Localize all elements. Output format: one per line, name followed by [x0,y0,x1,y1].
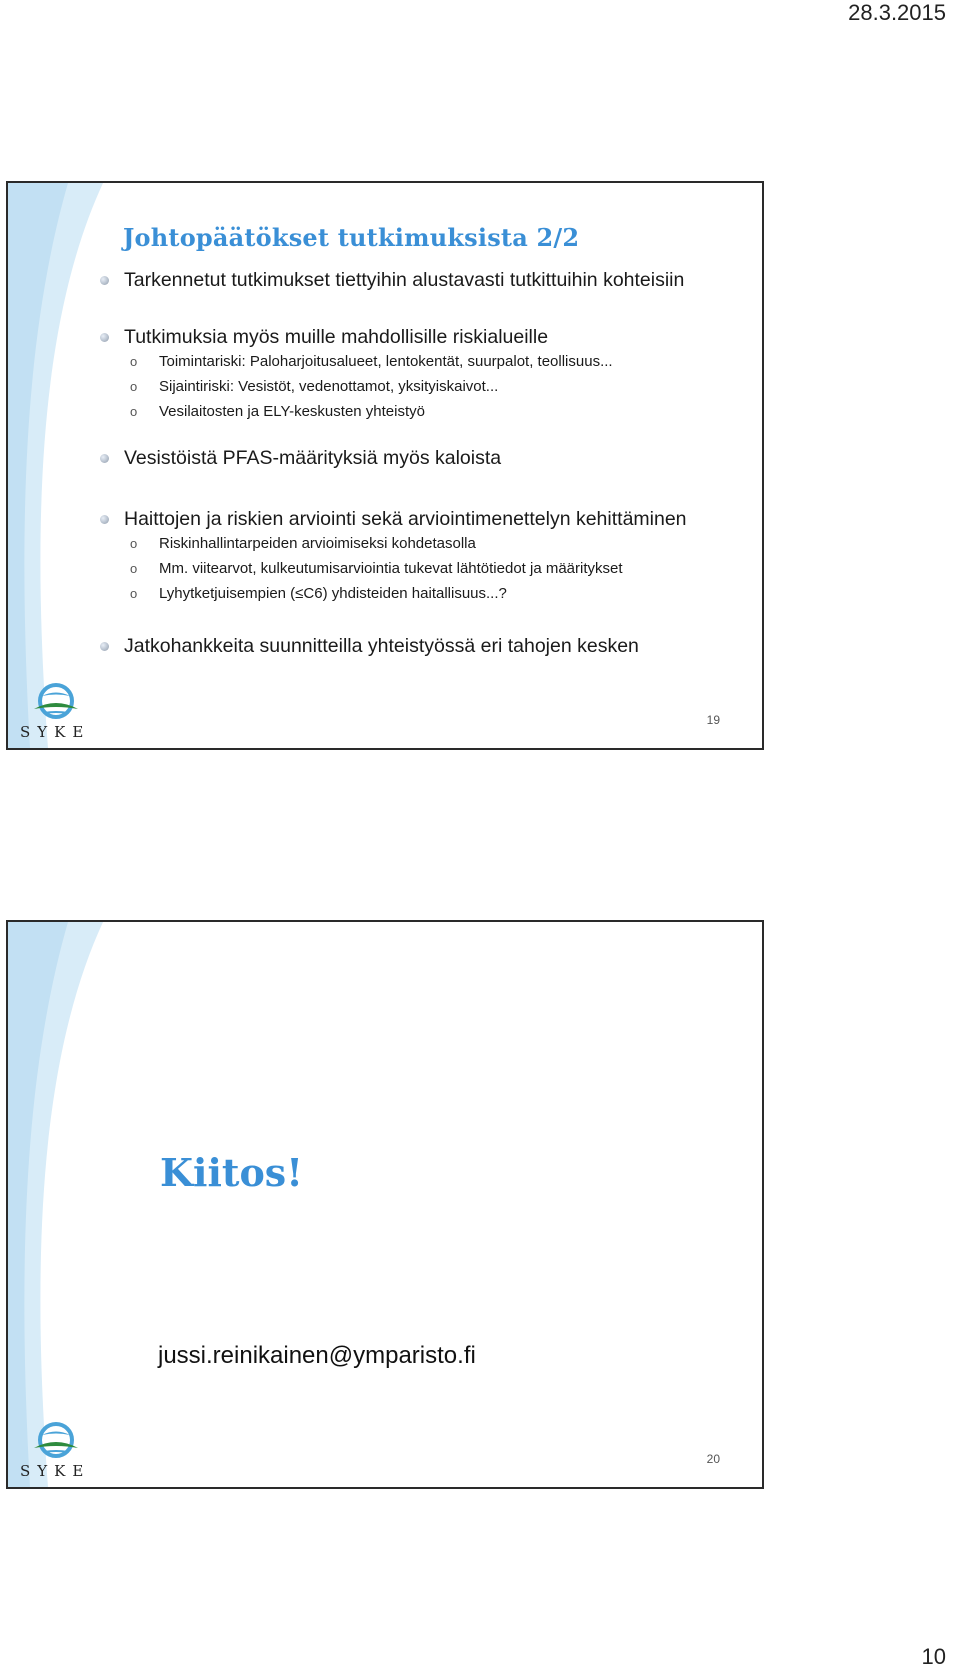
sub-bullet-marker: o [130,379,138,394]
bullet-icon [100,642,109,651]
slide-20 [6,920,764,1489]
syke-logo-text: SYKE [20,1462,91,1480]
bullet-item [124,635,639,658]
syke-logo-text: SYKE [20,723,91,741]
bullet-icon [100,333,109,342]
sub-bullet-text: Lyhytketjuisempien (≤C6) yhdisteiden haitallisuus...? [159,585,507,602]
bullet-text: Haittojen ja riskien arviointi sekä arviointimenettelyn kehittäminen [124,508,687,530]
sub-bullet-marker: o [130,404,138,419]
bullet-text: Tarkennetut tutkimukset tiettyihin alustavasti tutkittuihin kohteisiin [124,269,685,291]
contact-email: jussi.reinikainen@ymparisto.fi [158,1342,476,1369]
syke-logo-icon [20,1422,92,1462]
sub-bullet-text: Vesilaitosten ja ELY-keskusten yhteistyö [159,403,425,420]
sub-bullet-text: Mm. viitearvot, kulkeutumisarviointia tukevat lähtötiedot ja määritykset [159,560,623,577]
slide-swoosh-decoration [8,922,128,1487]
slide-19 [6,181,764,750]
bullet-icon [100,515,109,524]
slide-title: Kiitos! [160,1150,303,1195]
syke-logo-icon [20,683,92,723]
page-number: 10 [921,1644,946,1669]
bullet-item [124,269,684,292]
sub-bullet-item [130,353,613,370]
page-date: 28.3.2015 [848,0,946,25]
sub-bullet-text: Sijaintiriski: Vesistöt, vedenottamot, yksityiskaivot... [159,378,499,395]
slide-swoosh-decoration [8,183,128,748]
sub-bullet-item [130,378,499,395]
sub-bullet-text: Toimintariski: Paloharjoitusalueet, lentokentät, suurpalot, teollisuus... [159,353,613,370]
sub-bullet-marker: o [130,536,138,551]
bullet-item [124,326,548,349]
bullet-text: Vesistöistä PFAS-määrityksiä myös kaloista [124,447,502,469]
slide-number: 19 [706,713,720,727]
sub-bullet-marker: o [130,354,138,369]
bullet-item [124,447,501,470]
bullet-icon [100,454,109,463]
bullet-text: Tutkimuksia myös muille mahdollisille riskialueille [124,326,549,348]
sub-bullet-marker: o [130,561,138,576]
sub-bullet-marker: o [130,586,138,601]
slide-number: 20 [706,1452,720,1466]
syke-logo [20,1422,92,1480]
bullet-item [124,508,687,531]
syke-logo [20,683,92,741]
sub-bullet-text: Riskinhallintarpeiden arvioimiseksi kohdetasolla [159,535,476,552]
slide-title: Johtopäätökset tutkimuksista 2/2 [123,223,580,252]
sub-bullet-item [130,585,507,602]
sub-bullet-item [130,560,623,577]
bullet-text: Jatkohankkeita suunnitteilla yhteistyössä eri tahojen kesken [124,635,639,657]
sub-bullet-item [130,535,476,552]
sub-bullet-item [130,403,425,420]
bullet-icon [100,276,109,285]
